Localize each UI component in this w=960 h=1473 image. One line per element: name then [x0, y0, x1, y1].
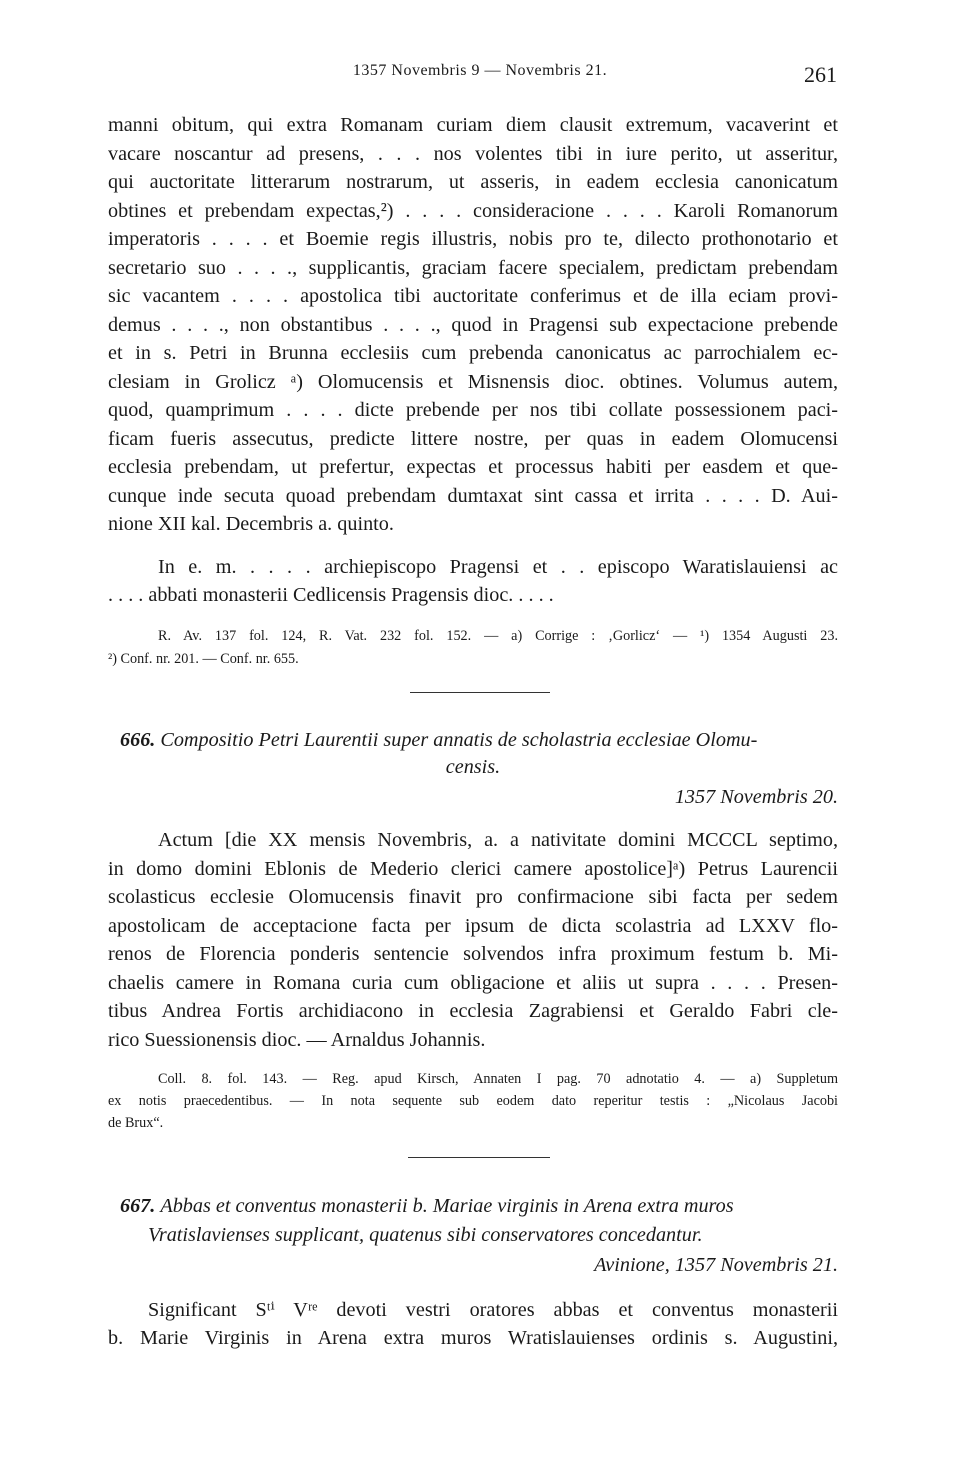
footnote-line: ²) Conf. nr. 201. — Conf. nr. 655. — [108, 651, 299, 667]
text-line: et in s. Petri in Brunna ecclesiis cum prebenda canonicatus ac parrochialem ec- — [108, 342, 838, 364]
document-heading — [120, 1193, 838, 1219]
section-divider — [410, 692, 550, 693]
document-title-cont: Vratislavienses supplicant, quatenus sibi conservatores concedantur. — [148, 1224, 703, 1246]
text-line: apostolicam de acceptacione facta per ipsum de dicta scolastria ad LXXV flo- — [108, 915, 838, 937]
text-line: secretario suo . . . ., supplicantis, graciam facere specialem, predictam prebendam — [108, 257, 838, 279]
text-line: vacare noscantur ad presens, . . . nos volentes tibi in iure perito, ut asseritur, — [108, 143, 838, 165]
text-line: tibus Andrea Fortis archidiacono in ecclesia Zagrabiensi et Geraldo Fabri cle- — [108, 1000, 838, 1022]
in-eundem-line: . . . . abbati monasterii Cedlicensis Pragensis dioc. . . . . — [108, 584, 554, 606]
text-line: nione XII kal. Decembris a. quinto. — [108, 513, 394, 535]
document-number: 667. — [120, 1195, 156, 1217]
text-line: imperatoris . . . . et Boemie regis illustris, nobis pro te, dilecto prothonotario et — [108, 228, 838, 250]
footnote-line: de Brux“. — [108, 1115, 164, 1131]
in-eundem-line: In e. m. . . . . archiepiscopo Pragensi et . . episcopo Waratislauiensi ac — [158, 556, 838, 578]
section-divider — [408, 1157, 550, 1158]
text-line: quod, quamprimum . . . . dicte prebende per nos tibi collate possessionem paci- — [108, 399, 838, 421]
text-line: manni obitum, qui extra Romanam curiam diem clausit extremum, vacaverint et — [108, 114, 838, 136]
document-title-cont: censis. — [445, 756, 501, 778]
document-number: 666. — [120, 729, 156, 751]
document-date: 1357 Novembris 20. — [674, 786, 838, 808]
text-line: qui auctoritate litterarum nostrarum, ut asseris, in eadem ecclesia canonicatum — [108, 171, 838, 193]
text-line: scolasticus ecclesie Olomucensis finavit pro confirmacione sibi facta per sedem — [108, 886, 838, 908]
text-line: chaelis camere in Romana curia cum obligacione et aliis ut supra . . . . Presen- — [108, 972, 838, 994]
text-line: demus . . . ., non obstantibus . . . ., quod in Pragensi sub expectacione prebende — [108, 314, 838, 336]
text-line: ficam fueris assecutus, predicte littere nostre, per quas in eadem Olomucensi — [108, 428, 838, 450]
text-line: in domo domini Eblonis de Mederio clerici camere apostolice]ᵃ) Petrus Laurencii — [108, 858, 838, 880]
document-heading — [120, 727, 838, 753]
running-title: 1357 Novembris 9 — Novembris 21. — [352, 62, 608, 79]
text-line: obtines et prebendam expectas,²) . . . . consideracione . . . . Karoli Romanorum — [108, 200, 838, 222]
text-line: ecclesia prebendam, ut prefertur, expectas et processus habiti per easdem et que- — [108, 456, 838, 478]
text-line: sic vacantem . . . . apostolica tibi auctoritate conferimus et de illa eciam provi- — [108, 285, 838, 307]
footnote-line: ex notis praecedentibus. — In nota sequente sub eodem dato reperitur testis : „Nicolaus Jacobi — [108, 1093, 838, 1109]
text-line: Significant Sᵗⁱ Vʳᵉ devoti vestri oratores abbas et conventus monasterii — [148, 1299, 838, 1321]
document-title: Compositio Petri Laurentii super annatis de scholastria ecclesiae Olomu- — [160, 729, 758, 751]
document-title: Abbas et conventus monasterii b. Mariae virginis in Arena extra muros — [160, 1195, 734, 1217]
text-line: rico Suessionensis dioc. — Arnaldus Johannis. — [108, 1029, 486, 1051]
footnote-line: R. Av. 137 fol. 124, R. Vat. 232 fol. 152. — a) Corrige : ‚Gorlicz‘ — ¹) 1354 Augusti 23. — [158, 628, 838, 644]
document-date: Avinione, 1357 Novembris 21. — [594, 1254, 838, 1276]
page-number: 261 — [804, 62, 837, 87]
text-line: cunque inde secuta quoad prebendam dumtaxat sint cassa et irrita . . . . D. Aui- — [108, 485, 838, 507]
text-line: Actum [die XX mensis Novembris, a. a nativitate domini MCCCL septimo, — [158, 829, 838, 851]
text-line: renos de Florencia ponderis sentencie solvendos infra proximum festum b. Mi- — [108, 943, 838, 965]
text-line: clesiam in Grolicz ᵃ) Olomucensis et Misnensis dioc. obtines. Volumus autem, — [108, 371, 838, 393]
text-line: b. Marie Virginis in Arena extra muros Wratislauienses ordinis s. Augustini, — [108, 1327, 838, 1349]
footnote-line: Coll. 8. fol. 143. — Reg. apud Kirsch, Annaten I pag. 70 adnotatio 4. — a) Suppletum — [158, 1071, 838, 1087]
